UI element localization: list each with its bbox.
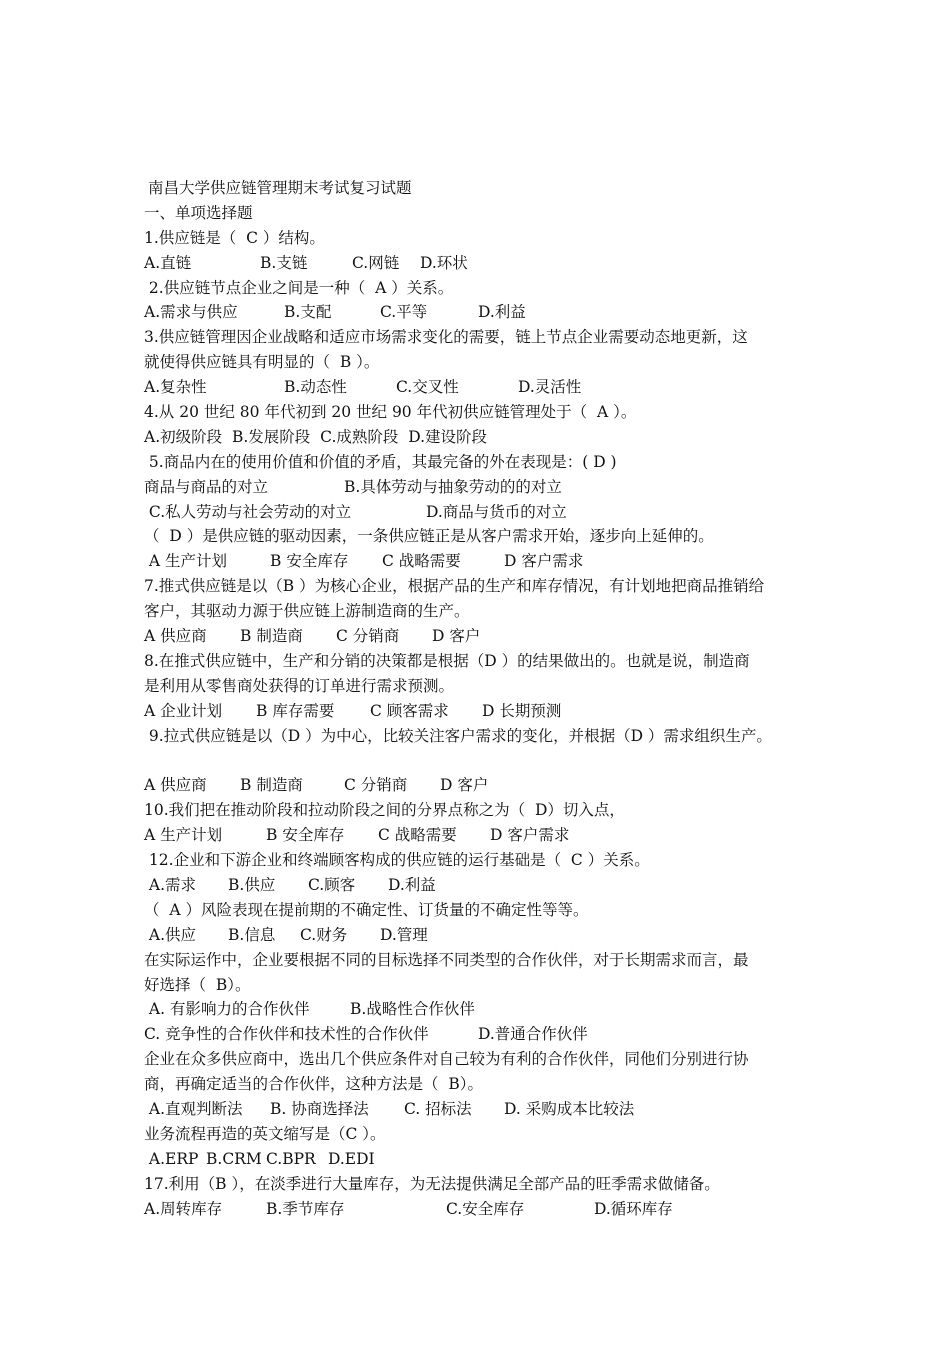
option-c: C.财务: [300, 925, 348, 944]
option-b: B 制造商: [240, 776, 303, 795]
option-b: B.支链: [260, 253, 308, 272]
option-c: C 分销商: [344, 776, 408, 795]
option-d: D.灵活性: [518, 378, 582, 397]
option-d: D.EDI: [328, 1149, 375, 1168]
option-b: B 安全库存: [266, 826, 345, 845]
option-d: D 客户: [432, 627, 481, 646]
question-6-options: [144, 549, 824, 574]
option-a: A 供应商: [144, 776, 207, 795]
document-title: 南昌大学供应链管理期末考试复习试题: [148, 179, 412, 197]
option-b: B.信息: [228, 925, 276, 944]
question-8-line-1: 8.在推式供应链中，生产和分销的决策都是根据（D ）的结果做出的。也就是说，制造商: [144, 651, 750, 670]
option-d: D.环状: [420, 253, 468, 272]
option-d: D 客户: [440, 776, 489, 795]
question-8-options: [144, 699, 824, 724]
question-14-line-2: 好选择（ B）。: [144, 975, 251, 994]
question-14-line-1: 在实际运作中，企业要根据不同的目标选择不同类型的合作伙伴，对于长期需求而言，最: [144, 950, 749, 969]
option-d: D.循环库存: [594, 1199, 673, 1218]
option-d: D.管理: [380, 925, 428, 944]
question-16: 业务流程再造的英文缩写是（C ）。: [144, 1124, 386, 1143]
option-d: D.普通合作伙伴: [478, 1025, 588, 1044]
blank-line: [144, 748, 824, 773]
document-page: [144, 176, 824, 1221]
question-7-options: [144, 624, 824, 649]
question-15-options: [144, 1097, 824, 1122]
option-c: C.安全库存: [446, 1199, 525, 1218]
option-d: D.利益: [478, 303, 526, 322]
question-15-line-2: 商，再确定适当的合作伙伴，这种方法是（ B）。: [144, 1075, 483, 1094]
option-a: A 生产计划: [144, 552, 228, 571]
question-1-options: [144, 251, 824, 276]
question-1: 1.供应链是（ C ）结构。: [144, 228, 325, 247]
question-5-options-row-2: [144, 500, 824, 525]
option-b: B.CRM: [206, 1149, 262, 1168]
option-a: 商品与商品的对立: [144, 477, 269, 496]
option-c: C.平等: [380, 303, 428, 322]
option-c: C 分销商: [336, 627, 400, 646]
option-d: D.利益: [388, 875, 436, 894]
option-a: A.需求: [144, 875, 197, 894]
question-4: 4.从 20 世纪 80 年代初到 20 世纪 90 年代初供应链管理处于（ A ）。: [144, 403, 637, 422]
question-5: 5.商品内在的使用价值和价值的矛盾，其最完备的外在表现是：( D ): [144, 452, 617, 471]
option-c: C 战略需要: [382, 552, 461, 571]
option-b: B.季节库存: [266, 1199, 345, 1218]
question-16-options: [144, 1147, 824, 1172]
question-3-options: [144, 375, 824, 400]
option-d: D 客户需求: [490, 826, 570, 845]
option-d: D 长期预测: [482, 701, 562, 720]
question-3-line-1: 3.供应链管理因企业战略和适应市场需求变化的需要，链上节点企业需要动态地更新，这: [144, 328, 748, 347]
option-c: C.网链: [352, 253, 400, 272]
option-a: A.供应: [144, 925, 197, 944]
question-12: 12.企业和下游企业和终端顾客构成的供应链的运行基础是（ C ）关系。: [144, 851, 650, 870]
option-d: D 客户需求: [504, 552, 584, 571]
option-a: A 企业计划: [144, 701, 223, 720]
question-7-line-1: 7.推式供应链是以（B ）为核心企业，根据产品的生产和库存情况，有计划地把商品推销给: [144, 577, 765, 596]
option-b: B.具体劳动与抽象劳动的的对立: [344, 477, 562, 496]
option-c: C.顾客: [308, 875, 356, 894]
question-2: 2.供应链节点企业之间是一种（ A ）关系。: [144, 278, 454, 297]
option-b: B.支配: [284, 303, 332, 322]
question-12-options: [144, 873, 824, 898]
question-4-options: A.初级阶段 B.发展阶段 C.成熟阶段 D.建设阶段: [144, 427, 488, 446]
option-a: A.复杂性: [144, 378, 207, 397]
question-10: 10.我们把在推动阶段和拉动阶段之间的分界点称之为（ D）切入点，: [144, 801, 625, 820]
option-c: C 战略需要: [378, 826, 457, 845]
question-3-line-2: 就使得供应链具有明显的（ B ）。: [144, 353, 380, 372]
option-a: A.直链: [144, 253, 192, 272]
option-c: C.BPR: [266, 1149, 316, 1168]
question-5-options-row-1: [144, 475, 824, 500]
option-a: A.直观判断法: [144, 1099, 243, 1118]
question-6: （ D ）是供应链的驱动因素，一条供应链正是从客户需求开始，逐步向上延伸的。: [144, 527, 714, 546]
option-d: D.商品与货币的对立: [426, 502, 567, 521]
question-17-options: [144, 1197, 824, 1222]
question-15-line-1: 企业在众多供应商中，选出几个供应条件对自己较为有利的合作伙伴，同他们分别进行协: [144, 1050, 749, 1069]
question-8-line-2: 是利用从零售商处获得的订单进行需求预测。: [144, 676, 455, 695]
option-b: B.供应: [228, 875, 276, 894]
option-a: A.需求与供应: [144, 303, 238, 322]
question-9-options: [144, 773, 824, 798]
question-14-options-row-1: [144, 997, 824, 1022]
question-10-options: [144, 823, 824, 848]
option-c: C.交叉性: [396, 378, 459, 397]
option-c: C. 竞争性的合作伙伴和技术性的合作伙伴: [144, 1025, 429, 1044]
option-c: C 顾客需求: [370, 701, 449, 720]
question-2-options: [144, 300, 824, 325]
question-17: 17.利用（B ），在淡季进行大量库存，为无法提供满足全部产品的旺季需求做储备。: [144, 1174, 720, 1193]
question-9: 9.拉式供应链是以（D ）为中心，比较关注客户需求的变化，并根据（D ）需求组织生产。: [144, 726, 772, 745]
question-13-options: [144, 923, 824, 948]
question-14-options-row-2: [144, 1022, 824, 1047]
option-c: C. 招标法: [404, 1099, 472, 1118]
option-a: A 生产计划: [144, 826, 223, 845]
question-7-line-2: 客户，其驱动力源于供应链上游制造商的生产。: [144, 602, 470, 621]
option-b: B 制造商: [240, 627, 303, 646]
question-13: （ A ）风险表现在提前期的不确定性、订货量的不确定性等等。: [144, 900, 589, 919]
option-b: B.战略性合作伙伴: [350, 1000, 475, 1019]
option-b: B.动态性: [284, 378, 347, 397]
option-a: A 供应商: [144, 627, 207, 646]
option-a: A. 有影响力的合作伙伴: [144, 1000, 310, 1019]
option-b: B. 协商选择法: [270, 1099, 369, 1118]
option-a: A.ERP: [144, 1149, 199, 1168]
option-b: B 安全库存: [270, 552, 349, 571]
option-d: D. 采购成本比较法: [504, 1099, 635, 1118]
section-heading: 一、单项选择题: [144, 203, 253, 222]
option-a: A.周转库存: [144, 1199, 223, 1218]
option-c: C.私人劳动与社会劳动的对立: [144, 502, 352, 521]
option-b: B 库存需要: [256, 701, 335, 720]
